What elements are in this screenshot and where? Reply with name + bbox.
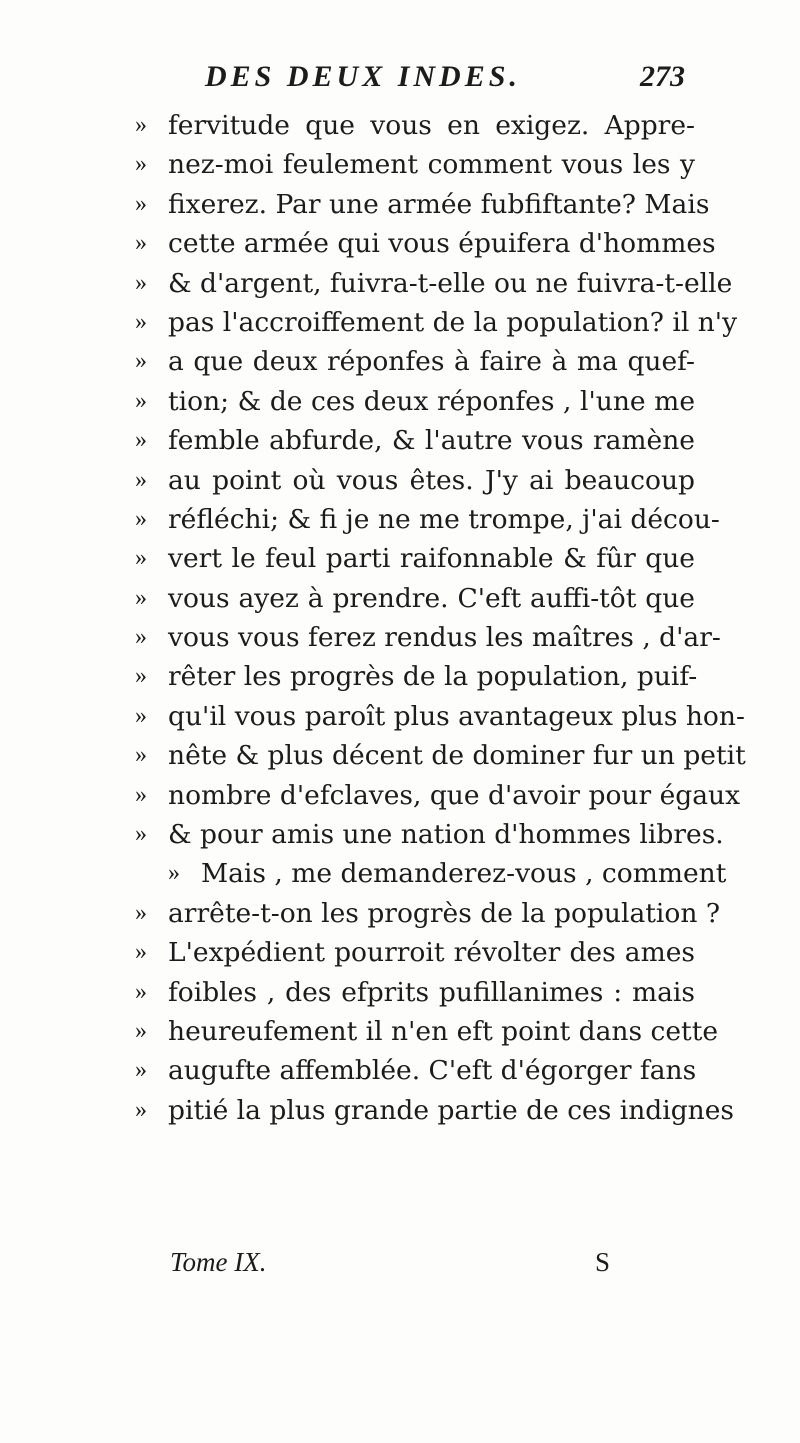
text-line <box>135 185 710 224</box>
text-line <box>135 303 738 342</box>
page-footer <box>170 1245 610 1281</box>
quote-mark: » <box>135 742 147 769</box>
quote-mark: » <box>135 466 147 493</box>
quote-mark: » <box>135 505 147 532</box>
line-text: heureufement il n'en eft point dans cette <box>168 1015 719 1047</box>
quote-mark: » <box>135 624 147 651</box>
line-text: vert le feul parti raifonnable & fûr que <box>168 543 695 575</box>
quote-mark: » <box>135 821 147 848</box>
quote-mark: » <box>135 1057 147 1084</box>
text-line <box>135 421 695 460</box>
quote-mark: » <box>135 427 147 454</box>
line-text: nombre d'efclaves, que d'avoir pour égaux <box>168 779 741 811</box>
running-head: DES DEUX INDES. <box>205 60 521 93</box>
text-line <box>135 539 695 578</box>
volume-label: Tome IX. <box>170 1247 267 1277</box>
line-text: femble abfurde, & l'autre vous ramène <box>168 425 695 457</box>
text-line <box>135 697 745 736</box>
quote-mark: » <box>135 978 147 1005</box>
quote-mark: » <box>135 348 147 375</box>
page-header <box>205 60 685 100</box>
text-line <box>135 500 720 539</box>
text-line <box>135 461 695 500</box>
line-text: augufte affemblée. C'eft d'égorger fans <box>168 1055 697 1087</box>
line-text: rêter les progrès de la population, puif- <box>168 661 698 693</box>
line-text: pitié la plus grande partie de ces indignes <box>168 1094 735 1126</box>
quote-mark: » <box>135 1096 147 1123</box>
text-line <box>135 973 695 1012</box>
line-text: arrête-t-on les progrès de la population ? <box>168 897 721 929</box>
line-text: L'expédient pourroit révolter des ames <box>168 937 695 969</box>
line-text: foibles , des efprits pufillanimes : mais <box>168 976 695 1008</box>
text-line <box>135 854 727 893</box>
quote-mark: » <box>135 939 147 966</box>
quote-mark: » <box>135 387 147 414</box>
text-line <box>135 1051 695 1090</box>
line-text: a que deux réponfes à faire à ma quef- <box>168 346 695 378</box>
text-line <box>135 106 695 145</box>
text-line <box>135 264 733 303</box>
text-line <box>135 736 746 775</box>
line-text: tion; & de ces deux réponfes , l'une me <box>168 385 695 417</box>
text-line <box>135 618 721 657</box>
text-line <box>135 382 695 421</box>
page-number: 273 <box>640 60 685 93</box>
quote-mark: » <box>135 269 147 296</box>
text-line <box>135 1091 735 1130</box>
line-text: vous ayez à prendre. C'eft auffi-tôt que <box>168 582 695 614</box>
quote-mark: » <box>135 899 147 926</box>
text-line <box>135 815 724 854</box>
line-text: nez-moi feulement comment vous les y <box>168 149 695 181</box>
signature-mark: S <box>594 1247 610 1277</box>
line-text: nête & plus décent de dominer fur un petit <box>168 740 746 772</box>
line-text: réfléchi; & fi je ne me trompe, j'ai décou- <box>168 503 720 535</box>
quote-mark: » <box>135 1017 147 1044</box>
line-text: fixerez. Par une armée fubfiftante? Mais <box>168 188 710 220</box>
quote-mark: » <box>135 112 147 138</box>
text-line <box>135 933 695 972</box>
line-text: fervitude que vous en exigez. Appre- <box>168 110 695 141</box>
line-text: au point où vous êtes. J'y ai beaucoup <box>168 464 695 496</box>
text-line <box>135 342 695 381</box>
quote-mark: » <box>135 584 147 611</box>
line-text: qu'il vous paroît plus avantageux plus hon- <box>168 700 745 732</box>
text-line <box>135 145 695 184</box>
line-text: Mais , me demanderez-vous , comment <box>201 858 727 890</box>
line-text: pas l'accroiffement de la population? il n'y <box>168 306 738 338</box>
text-line <box>135 776 741 815</box>
text-line <box>135 579 695 618</box>
quote-mark: » <box>135 190 147 217</box>
text-line <box>135 657 698 696</box>
text-line <box>135 894 721 933</box>
quote-mark: » <box>135 151 147 178</box>
quote-mark: » <box>135 230 147 257</box>
quote-mark: » <box>135 663 147 690</box>
line-text: vous vous ferez rendus les maîtres , d'ar- <box>168 622 721 654</box>
text-line <box>135 1012 719 1051</box>
quote-mark: » <box>168 860 180 887</box>
line-text: cette armée qui vous épuifera d'hommes <box>168 228 716 260</box>
body-text <box>135 106 746 1130</box>
quote-mark: » <box>135 545 147 572</box>
line-text: & pour amis une nation d'hommes libres. <box>168 819 724 851</box>
quote-mark: » <box>135 781 147 808</box>
quote-mark: » <box>135 308 147 335</box>
text-line <box>135 224 716 263</box>
quote-mark: » <box>135 702 147 729</box>
line-text: & d'argent, fuivra-t-elle ou ne fuivra-t-elle <box>168 267 733 299</box>
